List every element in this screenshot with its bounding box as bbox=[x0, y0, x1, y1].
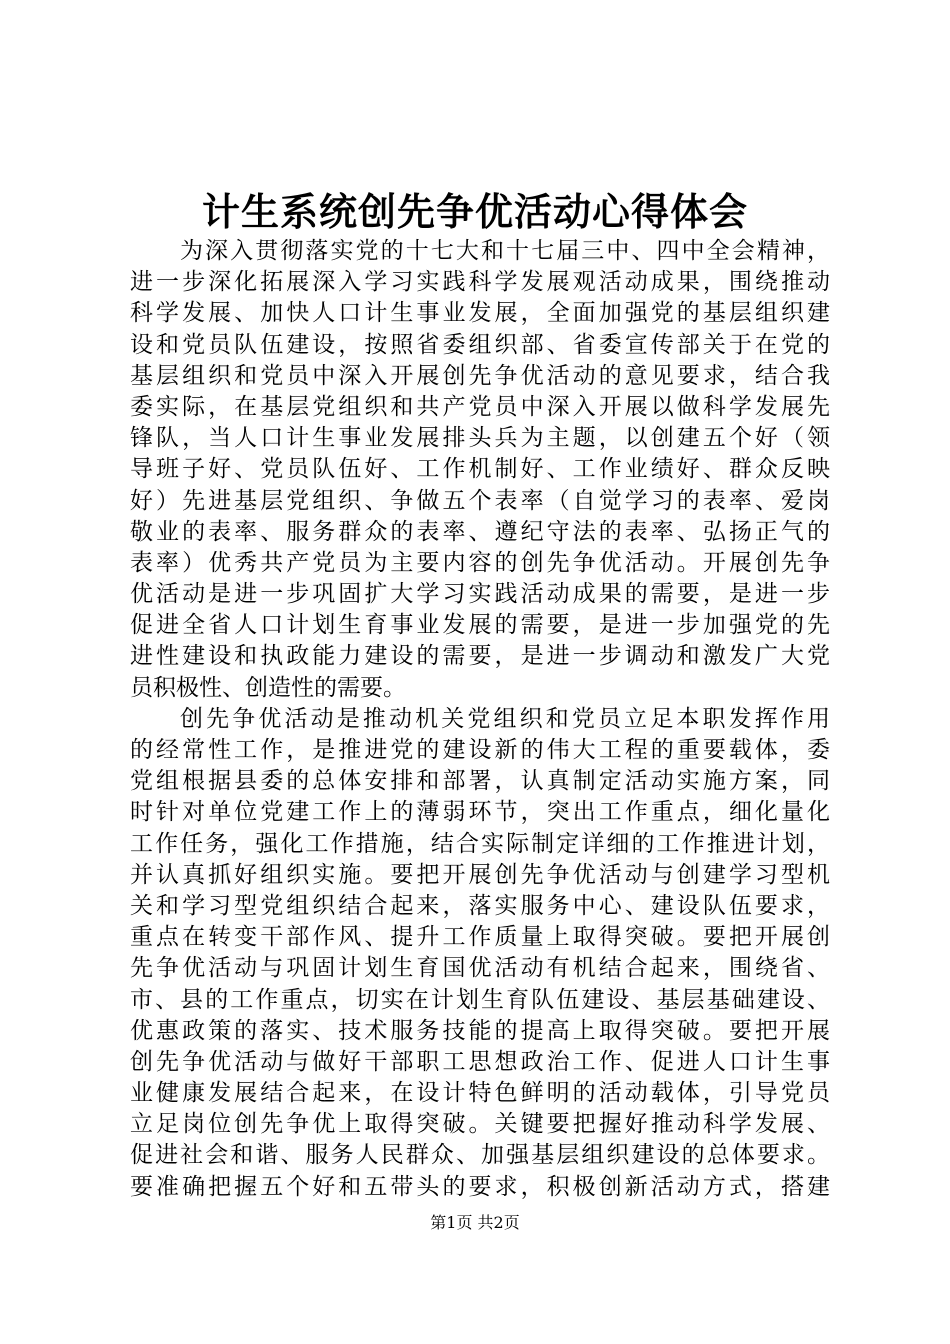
paragraph-1 bbox=[130, 236, 830, 704]
text-line: 重点在转变干部作风、提升工作质量上取得突破。要把开展创 bbox=[130, 924, 830, 951]
text-line: 委实际，在基层党组织和共产党员中深入开展以做科学发展先 bbox=[130, 393, 830, 420]
text-line: 进一步深化拓展深入学习实践科学发展观活动成果，围绕推动 bbox=[130, 269, 830, 296]
text-line: 市、县的工作重点，切实在计划生育队伍建设、基层基础建设、 bbox=[130, 986, 830, 1013]
text-line: 要准确把握五个好和五带头的要求，积极创新活动方式，搭建 bbox=[130, 1173, 830, 1200]
text-line: 关和学习型党组织结合起来，落实服务中心、建设队伍要求， bbox=[130, 892, 830, 919]
text-line: 先争优活动与巩固计划生育国优活动有机结合起来，围绕省、 bbox=[130, 955, 830, 982]
text-line: 党组根据县委的总体安排和部署，认真制定活动实施方案，同 bbox=[130, 768, 830, 795]
paragraph-2 bbox=[130, 704, 830, 1203]
text-line: 促进全省人口计划生育事业发展的需要，是进一步加强党的先 bbox=[130, 612, 830, 639]
text-line: 创先争优活动是推动机关党组织和党员立足本职发挥作用 bbox=[180, 705, 830, 732]
text-line: 的经常性工作，是推进党的建设新的伟大工程的重要载体，委 bbox=[130, 737, 830, 763]
document-body bbox=[130, 236, 830, 1203]
text-line: 工作任务，强化工作措施，结合实际制定详细的工作推进计划， bbox=[130, 830, 830, 857]
text-line: 立足岗位创先争优上取得突破。关键要把握好推动科学发展、 bbox=[130, 1111, 830, 1138]
text-line: 敬业的表率、服务群众的表率、遵纪守法的表率、弘扬正气的 bbox=[130, 518, 830, 545]
text-line: 创先争优活动与做好干部职工思想政治工作、促进人口计生事 bbox=[130, 1048, 830, 1075]
text-line: 表率）优秀共产党员为主要内容的创先争优活动。开展创先争 bbox=[130, 549, 830, 576]
document-title: 计生系统创先争优活动心得体会 bbox=[201, 189, 748, 234]
text-line: 设和党员队伍建设，按照省委组织部、省委宣传部关于在党的 bbox=[130, 331, 830, 358]
text-line: 业健康发展结合起来，在设计特色鲜明的活动载体，引导党员 bbox=[130, 1080, 830, 1107]
text-line: 促进社会和谐、服务人民群众、加强基层组织建设的总体要求。 bbox=[130, 1142, 830, 1169]
text-line: 并认真抓好组织实施。要把开展创先争优活动与创建学习型机 bbox=[130, 861, 830, 888]
text-line: 员积极性、创造性的需要。 bbox=[130, 674, 406, 701]
text-line: 进性建设和执政能力建设的需要，是进一步调动和激发广大党 bbox=[130, 643, 830, 670]
text-line: 优活动是进一步巩固扩大学习实践活动成果的需要，是进一步 bbox=[130, 581, 830, 608]
text-line: 好）先进基层党组织、争做五个表率（自觉学习的表率、爱岗 bbox=[130, 487, 830, 514]
text-line: 基层组织和党员中深入开展创先争优活动的意见要求，结合我 bbox=[130, 362, 830, 389]
text-line: 为深入贯彻落实党的十七大和十七届三中、四中全会精神， bbox=[180, 238, 830, 264]
page-footer: 第1页 共2页 bbox=[430, 1213, 520, 1232]
text-line: 时针对单位党建工作上的薄弱环节，突出工作重点，细化量化 bbox=[130, 799, 830, 826]
text-line: 优惠政策的落实、技术服务技能的提高上取得突破。要把开展 bbox=[130, 1017, 830, 1044]
text-line: 科学发展、加快人口计生事业发展，全面加强党的基层组织建 bbox=[130, 300, 830, 327]
text-line: 导班子好、党员队伍好、工作机制好、工作业绩好、群众反映 bbox=[130, 456, 830, 483]
text-line: 锋队，当人口计生事业发展排头兵为主题，以创建五个好（领 bbox=[130, 425, 830, 452]
